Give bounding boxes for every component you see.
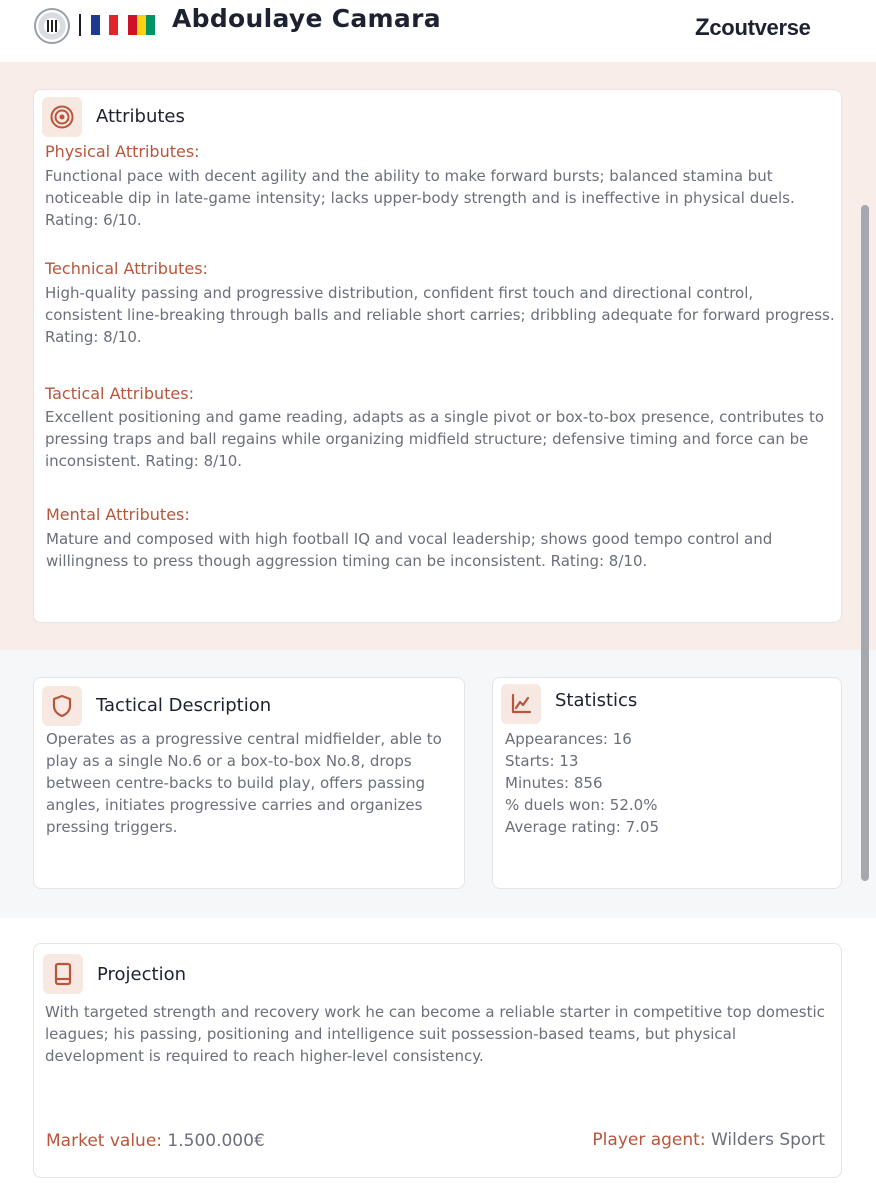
target-icon (42, 97, 82, 137)
guinea-flag-icon (128, 15, 155, 35)
tactical-description-text: Operates as a progressive central midfielder, able to play as a single No.6 or a box-to-box No.8, drops between centre-backs to build play, offers passing angles, initiates progressive carries and organizes pressing triggers. (46, 730, 442, 836)
projection-title: Projection (97, 964, 187, 985)
player-agent-label: Player agent: (592, 1130, 706, 1150)
brand-rest: coutverse (709, 15, 811, 40)
market-value (46, 1131, 265, 1151)
tactical-label: Tactical Attributes: (45, 384, 194, 403)
vertical-scrollbar[interactable] (861, 205, 869, 881)
header-separator (79, 14, 81, 36)
mental-text: Mature and composed with high football IQ and vocal leadership; shows good tempo control and willingness to press though aggression timing can be inconsistent. Rating: 8/10. (46, 530, 773, 570)
attributes-title: Attributes (96, 106, 185, 127)
stat-average-rating: Average rating: 7.05 (505, 818, 660, 836)
attributes-card (33, 89, 842, 623)
statistics-title: Statistics (555, 690, 638, 711)
france-flag-icon (91, 15, 118, 35)
stat-appearances: Appearances: 16 (505, 730, 632, 748)
stat-starts: Starts: 13 (505, 752, 579, 770)
book-icon (43, 954, 83, 994)
technical-label: Technical Attributes: (45, 259, 208, 278)
projection-text: With targeted strength and recovery work he can become a reliable starter in competitive top domestic leagues; his passing, positioning and intelligence suit possession-based teams, but physical development is required to reach higher-level consistency. (45, 1003, 825, 1065)
player-agent-name: Wilders Sport (710, 1130, 825, 1150)
market-value-label: Market value: (46, 1131, 163, 1151)
tactical-description-card (33, 677, 465, 889)
page-header (0, 0, 876, 62)
physical-text: Functional pace with decent agility and the ability to make forward bursts; balanced stamina but noticeable dip in late-game intensity; lacks upper-body strength and is ineffective in physical duels. Rating: 6/10. (45, 167, 795, 229)
player-agent (592, 1130, 825, 1150)
statistics-list (505, 728, 659, 838)
brand-initial: Z (695, 14, 710, 41)
player-name: Abdoulaye Camara (172, 4, 441, 33)
stat-minutes: Minutes: 856 (505, 774, 603, 792)
statistics-card (492, 677, 842, 889)
physical-label: Physical Attributes: (45, 142, 200, 161)
tactical-description-title: Tactical Description (96, 695, 272, 716)
club-crest-icon (34, 8, 70, 44)
mental-label: Mental Attributes: (46, 505, 190, 524)
line-chart-icon (501, 684, 541, 724)
tactical-text: Excellent positioning and game reading, adapts as a single pivot or box-to-box presence, contributes to pressing traps and ball regains while organizing midfield structure; defensive timing and force can be inconsistent. Rating: 8/10. (45, 408, 825, 470)
shield-icon (42, 686, 82, 726)
stat-duels-won: % duels won: 52.0% (505, 796, 658, 814)
market-value-amount: 1.500.000€ (167, 1131, 265, 1151)
projection-card (33, 943, 842, 1178)
brand-logo[interactable] (695, 14, 811, 42)
technical-text: High-quality passing and progressive distribution, confident first touch and directional control, consistent line-breaking through balls and reliable short carries; dribbling adequate for forward progress. Rating: 8/10. (45, 284, 835, 346)
